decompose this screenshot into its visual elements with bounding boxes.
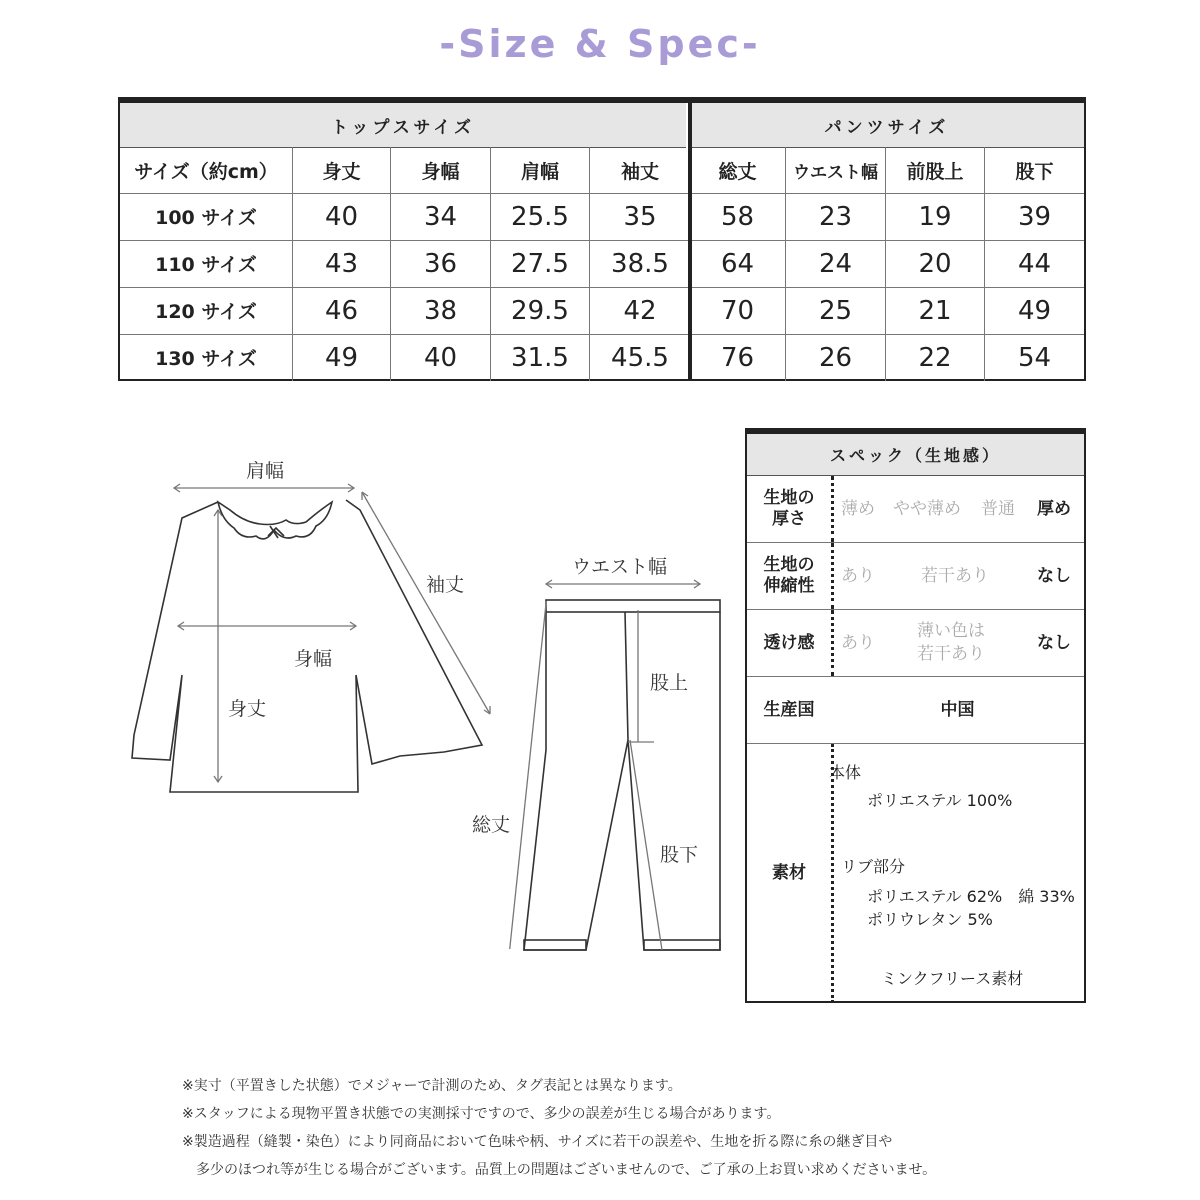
spec-label-material: 素材 <box>772 863 806 883</box>
material-rib-value-1: ポリエステル 62% 綿 33% <box>867 887 1075 906</box>
measurement-diagram <box>110 440 740 1000</box>
dotted-divider <box>831 543 834 609</box>
option-yes: あり <box>841 566 875 586</box>
value-cell: 54 <box>1017 342 1052 373</box>
header-length: 身丈 <box>293 147 391 193</box>
header-size: サイズ（約cm） <box>120 147 293 193</box>
dotted-divider <box>831 476 834 542</box>
notes <box>182 1072 936 1184</box>
header-waist: ウエスト幅 <box>786 147 886 193</box>
tops-size-group-header: トップスサイズ <box>120 103 686 148</box>
table-row <box>120 193 1084 241</box>
option-slightly-thin: やや薄め <box>893 499 961 519</box>
value-cell: 40 <box>391 334 491 381</box>
value-cell: 70 <box>690 287 786 334</box>
value-cell: 26 <box>786 334 886 381</box>
value-cell: 19 <box>886 193 985 240</box>
value-cell: 27.5 <box>491 240 590 287</box>
note-line: 多少のほつれ等が生じる場合がございます。品質上の問題はございませんので、ご了承の上お買い求めくださいませ。 <box>182 1162 937 1178</box>
size-cell: 120 サイズ <box>120 287 293 334</box>
garment-illustration <box>110 440 740 1000</box>
option-none-selected: なし <box>1037 566 1071 586</box>
header-sleeve: 袖丈 <box>620 160 659 183</box>
label-rise: 股上 <box>650 672 689 694</box>
value-cell: 21 <box>886 287 985 334</box>
value-cell: 39 <box>1017 201 1052 232</box>
value-cell: 38.5 <box>611 248 669 279</box>
value-cell: 38 <box>391 287 491 334</box>
value-cell: 76 <box>690 334 786 381</box>
value-cell: 58 <box>690 193 786 240</box>
value-cell: 44 <box>1017 248 1052 279</box>
pants-outline <box>524 600 720 950</box>
material-body-value: ポリエステル 100% <box>867 791 1013 810</box>
spec-row-stretch <box>747 543 1084 610</box>
option-thick-selected: 厚め <box>1037 499 1071 519</box>
spec-row-origin <box>747 677 1084 744</box>
size-cell: 130 サイズ <box>120 334 293 381</box>
value-cell: 64 <box>690 240 786 287</box>
value-cell: 40 <box>293 193 391 240</box>
value-cell: 34 <box>391 193 491 240</box>
value-cell: 49 <box>293 334 391 381</box>
label-length: 身丈 <box>228 698 267 720</box>
material-rib-title: リブ部分 <box>841 857 906 876</box>
label-shoulder: 肩幅 <box>246 460 285 482</box>
label-sleeve: 袖丈 <box>426 574 465 596</box>
group-divider <box>688 103 692 379</box>
label-waist: ウエスト幅 <box>572 556 668 578</box>
value-cell: 20 <box>886 240 985 287</box>
value-cell: 46 <box>293 287 391 334</box>
spec-title: スペック（生地感） <box>747 434 1084 476</box>
label-total-length: 総丈 <box>472 814 511 836</box>
label-inseam: 股下 <box>660 844 699 866</box>
value-cell: 25 <box>786 287 886 334</box>
header-chest: 身幅 <box>391 147 491 193</box>
option-yes: あり <box>841 633 875 653</box>
size-table-header-row <box>120 147 1084 194</box>
note-line: ※スタッフによる現物平置き状態での実測採寸ですので、多少の誤差が生じる場合があります。 <box>182 1106 781 1122</box>
label-chest: 身幅 <box>294 648 333 670</box>
origin-value: 中国 <box>940 700 975 720</box>
spec-label-thickness: 生地の 厚さ <box>763 488 815 529</box>
spec-label-sheer: 透け感 <box>763 632 815 653</box>
material-rib-value-2: ポリウレタン 5% <box>867 910 993 929</box>
spec-label-origin: 生産国 <box>763 699 815 720</box>
pants-size-group-header: パンツサイズ <box>690 103 1084 148</box>
header-total-length: 総丈 <box>690 147 786 193</box>
header-front-rise: 前股上 <box>886 147 985 193</box>
value-cell: 43 <box>293 240 391 287</box>
spec-row-material <box>747 744 1084 1003</box>
spec-row-sheer <box>747 610 1084 677</box>
spec-table <box>745 428 1086 1003</box>
table-row <box>120 287 1084 335</box>
value-cell: 25.5 <box>491 193 590 240</box>
value-cell: 22 <box>886 334 985 381</box>
note-line: ※製造過程（縫製・染色）により同商品において色味や柄、サイズに若干の誤差や、生地を折る際に糸の継ぎ目や <box>182 1134 893 1150</box>
header-inseam: 股下 <box>1015 160 1054 183</box>
material-body-title: 本体 <box>829 763 862 782</box>
header-shoulder: 肩幅 <box>491 147 590 193</box>
value-cell: 35 <box>623 201 657 232</box>
spec-label-stretch: 生地の 伸縮性 <box>763 555 815 596</box>
value-cell: 29.5 <box>491 287 590 334</box>
dotted-divider <box>831 610 834 676</box>
value-cell: 49 <box>1017 295 1052 326</box>
table-row <box>120 334 1084 381</box>
value-cell: 45.5 <box>611 342 669 373</box>
size-table <box>118 97 1086 381</box>
spec-row-thickness <box>747 476 1084 543</box>
value-cell: 23 <box>786 193 886 240</box>
option-light-colors: 薄い色は 若干あり <box>917 621 985 664</box>
value-cell: 31.5 <box>491 334 590 381</box>
table-row <box>120 240 1084 288</box>
note-line: ※実寸（平置きした状態）でメジャーで計測のため、タグ表記とは異なります。 <box>182 1078 682 1094</box>
size-cell: 100 サイズ <box>120 193 293 240</box>
value-cell: 36 <box>391 240 491 287</box>
value-cell: 42 <box>623 295 657 326</box>
option-thin: 薄め <box>841 499 875 519</box>
option-normal: 普通 <box>981 499 1015 519</box>
page-title: -Size & Spec- <box>439 22 761 66</box>
option-slight: 若干あり <box>921 566 989 586</box>
option-none-selected: なし <box>1037 633 1071 653</box>
value-cell: 24 <box>786 240 886 287</box>
size-cell: 110 サイズ <box>120 240 293 287</box>
material-note: ミンクフリース素材 <box>881 969 1024 988</box>
